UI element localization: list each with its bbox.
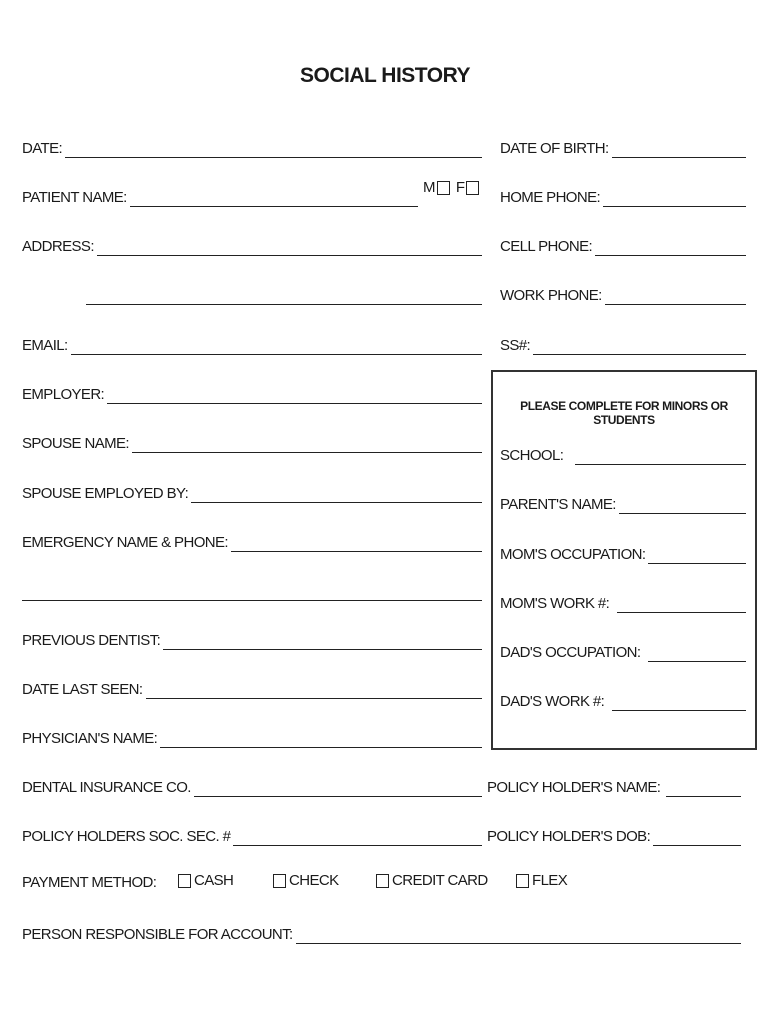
date-last-seen-line[interactable] [146, 683, 483, 699]
home-phone-line[interactable] [603, 191, 746, 207]
payment-cash-option[interactable] [178, 872, 233, 890]
email-field[interactable] [22, 333, 482, 355]
spouse-employed-line[interactable] [191, 487, 482, 503]
cell-phone-label: CELL PHONE: [500, 238, 593, 255]
physician-name-field[interactable] [22, 726, 482, 748]
address-line-1[interactable] [97, 240, 482, 256]
moms-occupation-label: MOM'S OCCUPATION: [500, 546, 646, 563]
spouse-employed-field[interactable] [22, 481, 482, 503]
emergency-label: EMERGENCY NAME & PHONE: [22, 534, 228, 551]
payment-credit-card-label: CREDIT CARD [392, 872, 488, 889]
form-title: SOCIAL HISTORY [300, 64, 470, 87]
payment-flex-option[interactable] [516, 872, 567, 890]
address-field-2[interactable] [86, 283, 482, 305]
sex-male-option[interactable] [423, 179, 450, 197]
policy-holder-dob-label: POLICY HOLDER'S DOB: [487, 828, 651, 845]
address-field[interactable] [22, 234, 482, 256]
dob-line[interactable] [612, 142, 746, 158]
person-responsible-label: PERSON RESPONSIBLE FOR ACCOUNT: [22, 926, 293, 943]
person-responsible-line[interactable] [296, 928, 741, 944]
emergency-line-2[interactable] [22, 585, 482, 601]
spouse-name-label: SPOUSE NAME: [22, 435, 129, 452]
payment-method-label: PAYMENT METHOD: [22, 874, 157, 891]
sex-female-checkbox[interactable] [466, 181, 479, 195]
date-last-seen-label: DATE LAST SEEN: [22, 681, 143, 698]
address-line-2[interactable] [86, 289, 482, 305]
policy-holders-ssn-label: POLICY HOLDERS SOC. SEC. # [22, 828, 231, 845]
emergency-line-1[interactable] [231, 536, 482, 552]
work-phone-line[interactable] [605, 289, 746, 305]
dental-insurance-line[interactable] [194, 781, 482, 797]
moms-occupation-field[interactable] [500, 542, 746, 564]
person-responsible-field[interactable] [22, 922, 741, 944]
parents-name-line[interactable] [619, 498, 746, 514]
ss-field[interactable] [500, 333, 746, 355]
patient-name-field[interactable] [22, 185, 418, 207]
previous-dentist-field[interactable] [22, 628, 482, 650]
previous-dentist-label: PREVIOUS DENTIST: [22, 632, 161, 649]
work-phone-label: WORK PHONE: [500, 287, 602, 304]
payment-credit-card-option[interactable] [376, 872, 488, 890]
patient-name-line[interactable] [130, 191, 418, 207]
sex-female-option[interactable] [456, 179, 480, 197]
parents-name-label: PARENT'S NAME: [500, 496, 616, 513]
date-last-seen-field[interactable] [22, 677, 482, 699]
previous-dentist-line[interactable] [163, 634, 482, 650]
emergency-field[interactable] [22, 530, 482, 552]
payment-credit-card-checkbox[interactable] [376, 874, 389, 888]
dads-work-line[interactable] [612, 695, 746, 711]
employer-label: EMPLOYER: [22, 386, 105, 403]
date-label: DATE: [22, 140, 63, 157]
address-label: ADDRESS: [22, 238, 94, 255]
email-line[interactable] [71, 339, 482, 355]
payment-check-label: CHECK [289, 872, 339, 889]
policy-holder-dob-field[interactable] [487, 824, 741, 846]
moms-work-label: MOM'S WORK #: [500, 595, 610, 612]
emergency-field-2[interactable] [22, 579, 482, 601]
cell-phone-line[interactable] [595, 240, 746, 256]
payment-check-option[interactable] [273, 872, 339, 890]
school-field[interactable] [500, 443, 746, 465]
moms-occupation-line[interactable] [648, 548, 746, 564]
spouse-name-line[interactable] [132, 437, 482, 453]
employer-line[interactable] [107, 388, 482, 404]
policy-holder-name-line[interactable] [666, 781, 741, 797]
school-line[interactable] [575, 449, 746, 465]
dads-occupation-line[interactable] [648, 646, 746, 662]
dental-insurance-label: DENTAL INSURANCE CO. [22, 779, 191, 796]
school-label: SCHOOL: [500, 447, 564, 464]
physician-name-line[interactable] [160, 732, 482, 748]
parents-name-field[interactable] [500, 492, 746, 514]
dob-field[interactable] [500, 136, 746, 158]
patient-name-label: PATIENT NAME: [22, 189, 127, 206]
policy-holders-ssn-line[interactable] [233, 830, 482, 846]
spouse-name-field[interactable] [22, 431, 482, 453]
policy-holder-dob-line[interactable] [653, 830, 741, 846]
payment-flex-checkbox[interactable] [516, 874, 529, 888]
date-field[interactable] [22, 136, 482, 158]
payment-method-row [22, 872, 582, 894]
sex-selector [423, 179, 479, 197]
payment-flex-label: FLEX [532, 872, 568, 889]
cell-phone-field[interactable] [500, 234, 746, 256]
moms-work-line[interactable] [617, 597, 746, 613]
sex-male-label: M [423, 179, 435, 196]
dads-occupation-label: DAD'S OCCUPATION: [500, 644, 641, 661]
minors-heading: PLEASE COMPLETE FOR MINORS OR STUDENTS [520, 399, 728, 427]
dads-work-label: DAD'S WORK #: [500, 693, 605, 710]
payment-cash-checkbox[interactable] [178, 874, 191, 888]
dads-work-field[interactable] [500, 689, 746, 711]
moms-work-field[interactable] [500, 591, 746, 613]
dental-insurance-field[interactable] [22, 775, 482, 797]
email-label: EMAIL: [22, 337, 68, 354]
dob-label: DATE OF BIRTH: [500, 140, 609, 157]
work-phone-field[interactable] [500, 283, 746, 305]
home-phone-label: HOME PHONE: [500, 189, 601, 206]
policy-holders-ssn-field[interactable] [22, 824, 482, 846]
dads-occupation-field[interactable] [500, 640, 746, 662]
ss-line[interactable] [533, 339, 746, 355]
policy-holder-name-field[interactable] [487, 775, 741, 797]
employer-field[interactable] [22, 382, 482, 404]
payment-check-checkbox[interactable] [273, 874, 286, 888]
home-phone-field[interactable] [500, 185, 746, 207]
physician-name-label: PHYSICIAN'S NAME: [22, 730, 158, 747]
ss-label: SS#: [500, 337, 531, 354]
sex-male-checkbox[interactable] [437, 181, 450, 195]
date-line[interactable] [65, 142, 482, 158]
payment-cash-label: CASH [194, 872, 234, 889]
spouse-employed-label: SPOUSE EMPLOYED BY: [22, 485, 189, 502]
policy-holder-name-label: POLICY HOLDER'S NAME: [487, 779, 661, 796]
sex-female-label: F [455, 179, 465, 196]
